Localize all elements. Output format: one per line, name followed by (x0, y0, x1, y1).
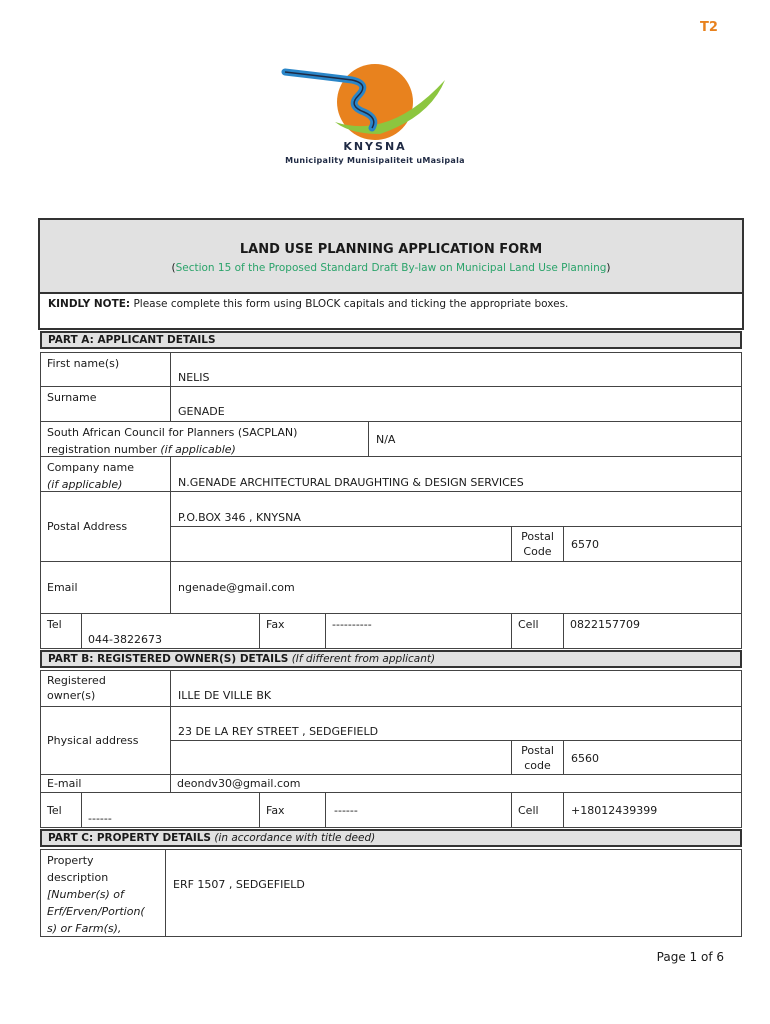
property-desc-label-1: Property (47, 854, 94, 867)
fax-value: ---------- (332, 618, 372, 631)
property-desc-label-5: s) or Farm(s), (47, 922, 122, 935)
fax-field[interactable] (325, 613, 512, 649)
sacplan-field[interactable] (368, 421, 742, 457)
property-description-value: ERF 1507 , SEDGEFIELD (173, 878, 305, 891)
owner-fax-label-cell (259, 792, 326, 828)
subtitle-text: Section 15 of the Proposed Standard Draft By-law on Municipal Land Use Planning (175, 262, 607, 274)
part-a-title: PART A: APPLICANT DETAILS (48, 334, 216, 346)
tel-value: 044-3822673 (88, 633, 162, 646)
owner-postal-code-label-cell (511, 740, 564, 775)
owner-field[interactable] (170, 670, 742, 707)
cell-label: Cell (518, 618, 539, 631)
first-name-label-cell (40, 352, 171, 387)
company-label-italic: (if applicable) (47, 478, 123, 491)
owner-value: ILLE DE VILLE BK (178, 689, 272, 702)
form-subtitle (40, 262, 742, 274)
sacplan-label-cell (40, 421, 369, 457)
sacplan-label-italic: (if applicable) (160, 443, 236, 456)
cell-field[interactable] (563, 613, 742, 649)
owner-cell-label-cell (511, 792, 564, 828)
property-description-field[interactable] (165, 849, 742, 937)
part-a-header (40, 331, 742, 349)
surname-value: GENADE (178, 405, 225, 418)
subtitle-open-paren: ( (171, 262, 176, 274)
note-text (48, 298, 568, 310)
company-field[interactable] (170, 456, 742, 492)
kindly-note (38, 294, 744, 330)
owner-tel-field[interactable] (81, 792, 260, 828)
company-value: N.GENADE ARCHITECTURAL DRAUGHTING & DESIGN SERVICES (178, 476, 524, 489)
email-value: ngenade@gmail.com (178, 581, 295, 594)
owner-postal-code-label-1: Postal (521, 744, 554, 757)
subtitle-close-paren: ) (606, 262, 611, 274)
owner-postal-code-label-2: code (524, 759, 551, 772)
cell-label-cell (511, 613, 564, 649)
company-label-cell (40, 456, 171, 492)
owner-postal-code-field[interactable] (563, 740, 742, 775)
physical-address-label: Physical address (47, 734, 139, 747)
page-number: Page 1 of 6 (656, 950, 724, 964)
company-label: Company name (47, 461, 135, 474)
property-desc-label-4: Erf/Erven/Portion( (47, 905, 145, 918)
note-body: Please complete this form using BLOCK capitals and ticking the appropriate boxes. (130, 298, 569, 310)
tel-label-cell (40, 613, 82, 649)
fax-label: Fax (266, 618, 285, 631)
postal-code-label-1: Postal (521, 530, 554, 543)
physical-label-cell (40, 706, 171, 775)
sacplan-value: N/A (376, 433, 396, 446)
postal-code-field[interactable] (563, 526, 742, 562)
physical-address-field[interactable] (170, 706, 742, 741)
first-name-label: First name(s) (47, 357, 120, 370)
owner-fax-label: Fax (266, 804, 285, 817)
logo-name: KNYSNA (343, 140, 407, 153)
part-c-title: PART C: PROPERTY DETAILS (48, 832, 211, 844)
email-label-cell (40, 561, 171, 614)
form-header (38, 218, 744, 294)
owner-fax-value: ------ (334, 804, 358, 817)
postal-address-label: Postal Address (47, 520, 128, 533)
owner-tel-label: Tel (47, 804, 62, 817)
surname-label: Surname (47, 391, 97, 404)
sacplan-label-main: registration number (47, 443, 161, 456)
owner-label-cell (40, 670, 171, 707)
physical-address-line2[interactable] (170, 740, 512, 775)
tel-field[interactable] (81, 613, 260, 649)
knysna-logo (240, 62, 510, 172)
logo-subtitle: Municipality Munisipaliteit uMasipala (285, 156, 465, 165)
postal-label-cell (40, 491, 171, 562)
note-label: KINDLY NOTE: (48, 298, 131, 310)
first-name-value: NELIS (178, 371, 210, 384)
owner-email-label: E-mail (47, 777, 82, 790)
document-code: T2 (700, 20, 718, 35)
surname-field[interactable] (170, 386, 742, 422)
surname-label-cell (40, 386, 171, 422)
form-title: LAND USE PLANNING APPLICATION FORM (239, 242, 543, 257)
owner-label-1: Registered (47, 674, 106, 687)
cell-value: 0822157709 (570, 618, 640, 631)
fax-label-cell (259, 613, 326, 649)
postal-code-label-cell (511, 526, 564, 562)
owner-email-value: deondv30@gmail.com (177, 777, 301, 790)
property-desc-label-3: [Number(s) of (47, 888, 124, 901)
owner-cell-value: +18012439399 (571, 804, 658, 817)
owner-postal-code-value: 6560 (571, 752, 599, 765)
physical-address-value: 23 DE LA REY STREET , SEDGEFIELD (178, 725, 379, 738)
owner-label-2: owner(s) (47, 689, 96, 702)
owner-email-field[interactable] (170, 774, 742, 793)
owner-tel-label-cell (40, 792, 82, 828)
postal-code-label-2: Code (523, 545, 552, 558)
part-b-title-italic: (If different from applicant) (288, 653, 436, 665)
first-name-field[interactable] (170, 352, 742, 387)
owner-tel-value: ------ (88, 812, 112, 825)
sacplan-label-line1: South African Council for Planners (SACPLAN) (47, 426, 298, 439)
property-desc-label-cell (40, 849, 166, 937)
owner-email-label-cell (40, 774, 171, 793)
part-b-header (40, 650, 742, 668)
tel-label: Tel (47, 618, 62, 631)
part-c-title-italic: (in accordance with title deed) (210, 832, 376, 844)
knysna-logo-mark (240, 62, 510, 140)
part-c-header (40, 829, 742, 847)
owner-cell-field[interactable] (563, 792, 742, 828)
postal-code-value: 6570 (571, 538, 599, 551)
postal-address-value: P.O.BOX 346 , KNYSNA (178, 511, 301, 524)
owner-cell-label: Cell (518, 804, 539, 817)
property-desc-label-2: description (47, 871, 109, 884)
owner-fax-field[interactable] (325, 792, 512, 828)
part-b-title: PART B: REGISTERED OWNER(S) DETAILS (48, 653, 289, 665)
email-field[interactable] (170, 561, 742, 614)
email-label: Email (47, 581, 78, 594)
postal-address-field[interactable] (170, 491, 742, 527)
postal-address-line2[interactable] (170, 526, 512, 562)
